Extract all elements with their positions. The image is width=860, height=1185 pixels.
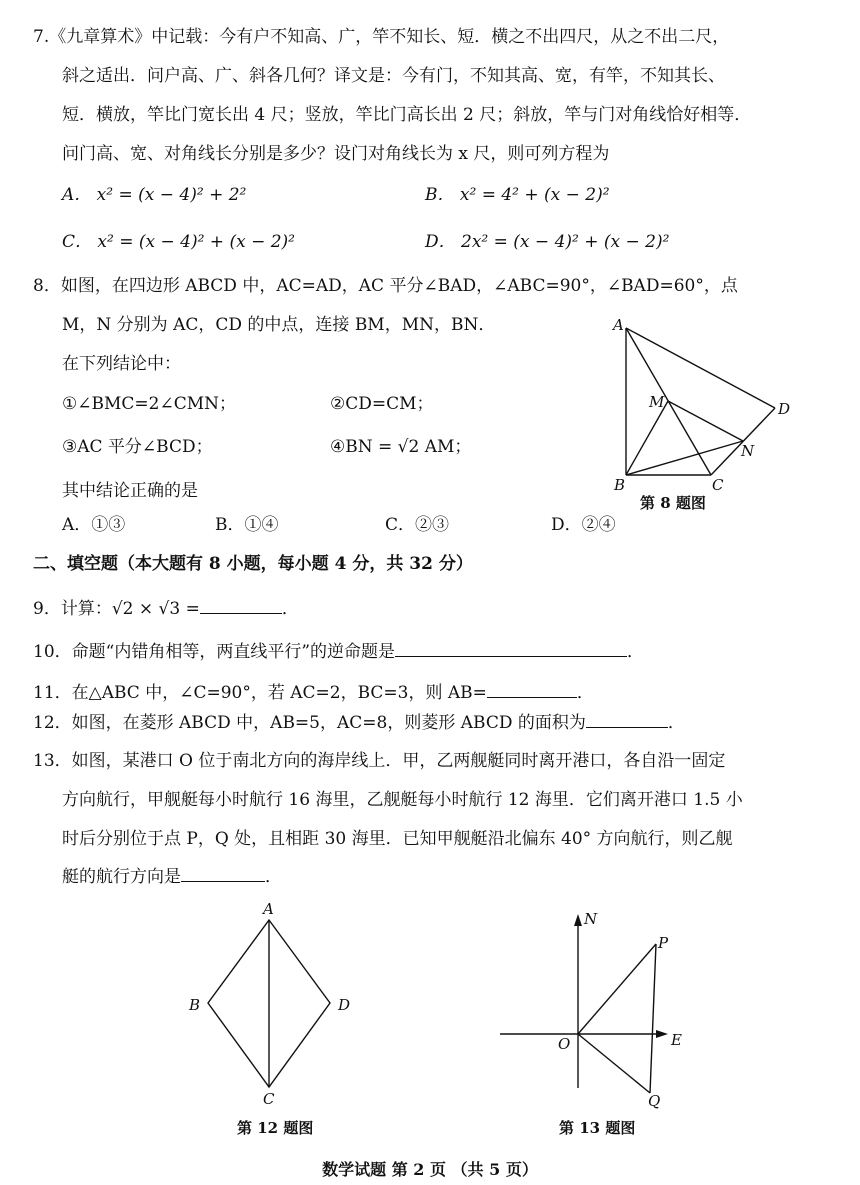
q8-line-1: 8．如图，在四边形 ABCD 中，AC=AD，AC 平分∠BAD，∠ABC=90°，∠BAD=60°，点 (33, 276, 738, 296)
q8-conclusion-2: ②CD=CM； (330, 394, 434, 414)
q10-text: 10．命题“内错角相等，两直线平行”的逆命题是 (33, 642, 396, 662)
q13-end: ． (265, 867, 282, 887)
q7-option-c: C． x² = (x − 4)² + (x − 2)² (62, 232, 295, 252)
q8-label-a: A (613, 316, 624, 334)
q8-conclusion-1: ①∠BMC=2∠CMN； (62, 394, 236, 414)
q13-answer-blank[interactable] (181, 863, 265, 882)
q7-line-2: 斜之适出．问户高、广、斜各几何？译文是：今有门，不知其高、宽，有竿，不知其长、 (62, 66, 725, 86)
q7-line-4: 问门高、宽、对角线长分别是多少？设门对角线长为 x 尺，则可列方程为 (62, 144, 610, 164)
q8-line-3: 在下列结论中： (62, 354, 181, 374)
q13-figure-caption: 第 13 题图 (559, 1119, 636, 1137)
q7-line-3: 短．横放，竿比门宽长出 4 尺；竖放，竿比门高长出 2 尺；斜放，竿与门对角线恰好相等． (62, 105, 752, 125)
q8-line-2: M，N 分别为 AC，CD 的中点，连接 BM，MN，BN． (62, 315, 496, 335)
q8-option-a: A．①③ (62, 515, 126, 535)
q13-label-q: Q (648, 1092, 661, 1110)
page-footer: 数学试题 第 2 页 （共 5 页） (322, 1160, 538, 1179)
q8-label-n: N (741, 442, 755, 460)
q8-label-m: M (649, 393, 665, 411)
q13-line-3: 时后分别位于点 P，Q 处，且相距 30 海里．已知甲舰艇沿北偏东 40° 方向航行，则乙舰 (62, 829, 733, 849)
q7-option-b: B． x² = 4² + (x − 2)² (425, 185, 610, 205)
q9-text: 9．计算：√2 × √3 = (33, 599, 200, 619)
q11-text: 11．在△ABC 中，∠C=90°，若 AC=2，BC=3，则 AB= (33, 683, 487, 703)
q13-label-p: P (658, 934, 669, 952)
q12-answer-blank[interactable] (586, 709, 668, 728)
q13-label-o: O (558, 1035, 571, 1053)
q9-line (33, 595, 299, 621)
q7-option-d: D． 2x² = (x − 4)² + (x − 2)² (425, 232, 670, 252)
q12-end: ． (667, 713, 685, 733)
q8-figure-caption: 第 8 题图 (640, 494, 706, 512)
q8-label-b: B (614, 476, 626, 494)
q12-label-d: D (338, 996, 351, 1014)
q8-label-c: C (712, 476, 724, 494)
q8-conclusion-4: ④BN = √2 AM； (330, 437, 472, 457)
q8-conclusion-3: ③AC 平分∠BCD； (62, 437, 213, 457)
q8-label-d: D (778, 400, 791, 418)
q13-line-4 (62, 863, 282, 889)
q11-answer-blank[interactable] (487, 679, 577, 698)
q13-line-2: 方向航行，甲舰艇每小时航行 16 海里，乙舰艇每小时航行 12 海里．它们离开港口 1.5 小 (62, 790, 743, 810)
q12-figure-caption: 第 12 题图 (237, 1119, 314, 1137)
q13-label-n: N (584, 910, 598, 928)
section-2-title: 二、填空题（本大题有 8 小题，每小题 4 分，共 32 分） (33, 554, 473, 574)
q12-text: 12．如图，在菱形 ABCD 中，AB=5，AC=8，则菱形 ABCD 的面积为 (33, 713, 586, 733)
q9-end: ． (281, 599, 299, 619)
q8-line-4: 其中结论正确的是 (62, 481, 198, 501)
q7-line-1: 7.《九章算术》中记载：今有户不知高、广，竿不知长、短．横之不出四尺，从之不出二尺， (33, 27, 730, 47)
q13-label-e: E (671, 1031, 682, 1049)
q12-label-c: C (263, 1090, 275, 1108)
q13-text: 艇的航行方向是 (62, 867, 181, 887)
q9-answer-blank[interactable] (200, 595, 282, 614)
q11-end: ． (576, 683, 594, 703)
q8-option-b: B．①④ (215, 515, 279, 535)
q11-line (33, 679, 594, 705)
q12-line (33, 709, 685, 735)
q8-option-d: D．②④ (551, 515, 616, 535)
q12-label-b: B (189, 996, 201, 1014)
q8-option-c: C．②③ (385, 515, 450, 535)
q10-answer-blank[interactable] (395, 638, 627, 657)
q7-option-a: A． x² = (x − 4)² + 2² (62, 185, 247, 205)
q10-line (33, 638, 644, 664)
q12-label-a: A (263, 900, 274, 918)
q10-end: ． (627, 642, 645, 662)
q13-line-1: 13．如图，某港口 O 位于南北方向的海岸线上．甲，乙两舰艇同时离开港口，各自沿一固定 (33, 751, 726, 771)
